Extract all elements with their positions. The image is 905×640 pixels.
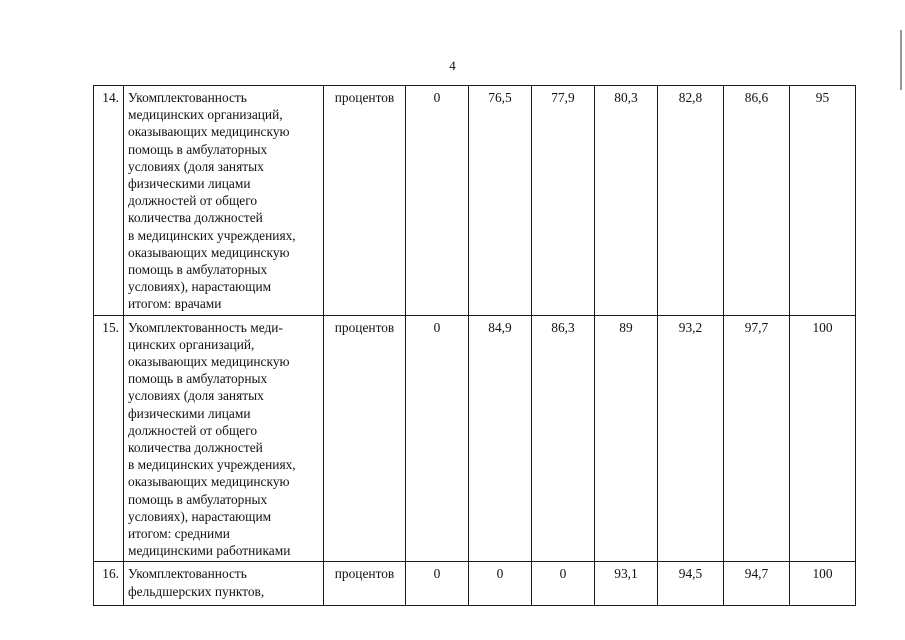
value-cell: 100 [790, 315, 856, 562]
value-cell: 97,7 [724, 315, 790, 562]
value-cell: 0 [406, 562, 469, 606]
indicator-name-line: условиях), нарастающим [128, 279, 272, 295]
value-cell: 86,3 [532, 315, 595, 562]
indicator-name-line: количества должностей [128, 440, 263, 456]
value-cell: 80,3 [595, 86, 658, 316]
row-number: 16. [94, 562, 124, 606]
unit-cell: процентов [324, 562, 406, 606]
indicator-name-line: медицинских организаций, [128, 107, 283, 123]
indicator-name-line: в медицинских учреждениях, [128, 227, 296, 243]
indicator-name-line: должностей от общего [128, 422, 258, 438]
indicator-name-line: итогом: врачами [128, 296, 222, 312]
value-cell: 82,8 [658, 86, 724, 316]
indicator-name-line: условиях (доля занятых [128, 388, 264, 404]
value-cell: 0 [406, 315, 469, 562]
indicator-name-line: оказывающих медицинскую [128, 244, 290, 260]
indicator-name-line: Укомплектованность [128, 566, 247, 582]
indicator-name-line: условиях), нарастающим [128, 508, 272, 524]
unit-cell: процентов [324, 86, 406, 316]
table-row [94, 315, 856, 562]
value-cell: 89 [595, 315, 658, 562]
unit-cell: процентов [324, 315, 406, 562]
indicator-name-line: помощь в амбулаторных [128, 262, 268, 278]
value-cell: 94,5 [658, 562, 724, 606]
indicator-name [124, 315, 324, 562]
indicator-name-line: Укомплектованность [128, 90, 247, 105]
indicator-name-line: должностей от общего [128, 193, 258, 209]
indicator-name-line: оказывающих медицинскую [128, 124, 290, 140]
indicator-name-line: физическими лицами [128, 405, 251, 421]
indicator-name-line: Укомплектованность меди- [128, 319, 283, 335]
value-cell: 95 [790, 86, 856, 316]
value-cell: 94,7 [724, 562, 790, 606]
indicator-name [124, 86, 324, 316]
indicator-name-line: помощь в амбулаторных [128, 491, 268, 507]
indicator-name-line: итогом: средними [128, 526, 230, 542]
indicator-name-line: количества должностей [128, 210, 263, 226]
scan-edge-mark [900, 30, 902, 90]
indicator-table-container [93, 85, 855, 599]
indicator-name [124, 562, 324, 606]
value-cell: 86,6 [724, 86, 790, 316]
indicator-name-line: оказывающих медицинскую [128, 474, 290, 490]
page-number: 4 [449, 58, 456, 73]
indicator-name-line: в медицинских учреждениях, [128, 457, 296, 473]
indicator-name-line: условиях (доля занятых [128, 158, 264, 174]
indicator-name-line: медицинскими работниками [128, 543, 291, 559]
value-cell: 93,1 [595, 562, 658, 606]
table-row [94, 86, 856, 316]
value-cell: 84,9 [469, 315, 532, 562]
value-cell: 93,2 [658, 315, 724, 562]
indicator-name-line: помощь в амбулаторных [128, 371, 268, 387]
value-cell: 0 [532, 562, 595, 606]
indicator-name-line: цинских организаций, [128, 336, 255, 352]
value-cell: 0 [469, 562, 532, 606]
value-cell: 0 [406, 86, 469, 316]
value-cell: 76,5 [469, 86, 532, 316]
value-cell: 100 [790, 562, 856, 606]
row-number: 14. [94, 86, 124, 316]
value-cell: 77,9 [532, 86, 595, 316]
table-row [94, 562, 856, 606]
indicator-name-line: оказывающих медицинскую [128, 354, 290, 370]
indicator-name-line: фельдшерских пунктов, [128, 583, 265, 599]
indicator-table [93, 85, 856, 606]
row-number: 15. [94, 315, 124, 562]
indicator-name-line: физическими лицами [128, 176, 251, 192]
indicator-name-line: помощь в амбулаторных [128, 141, 268, 157]
